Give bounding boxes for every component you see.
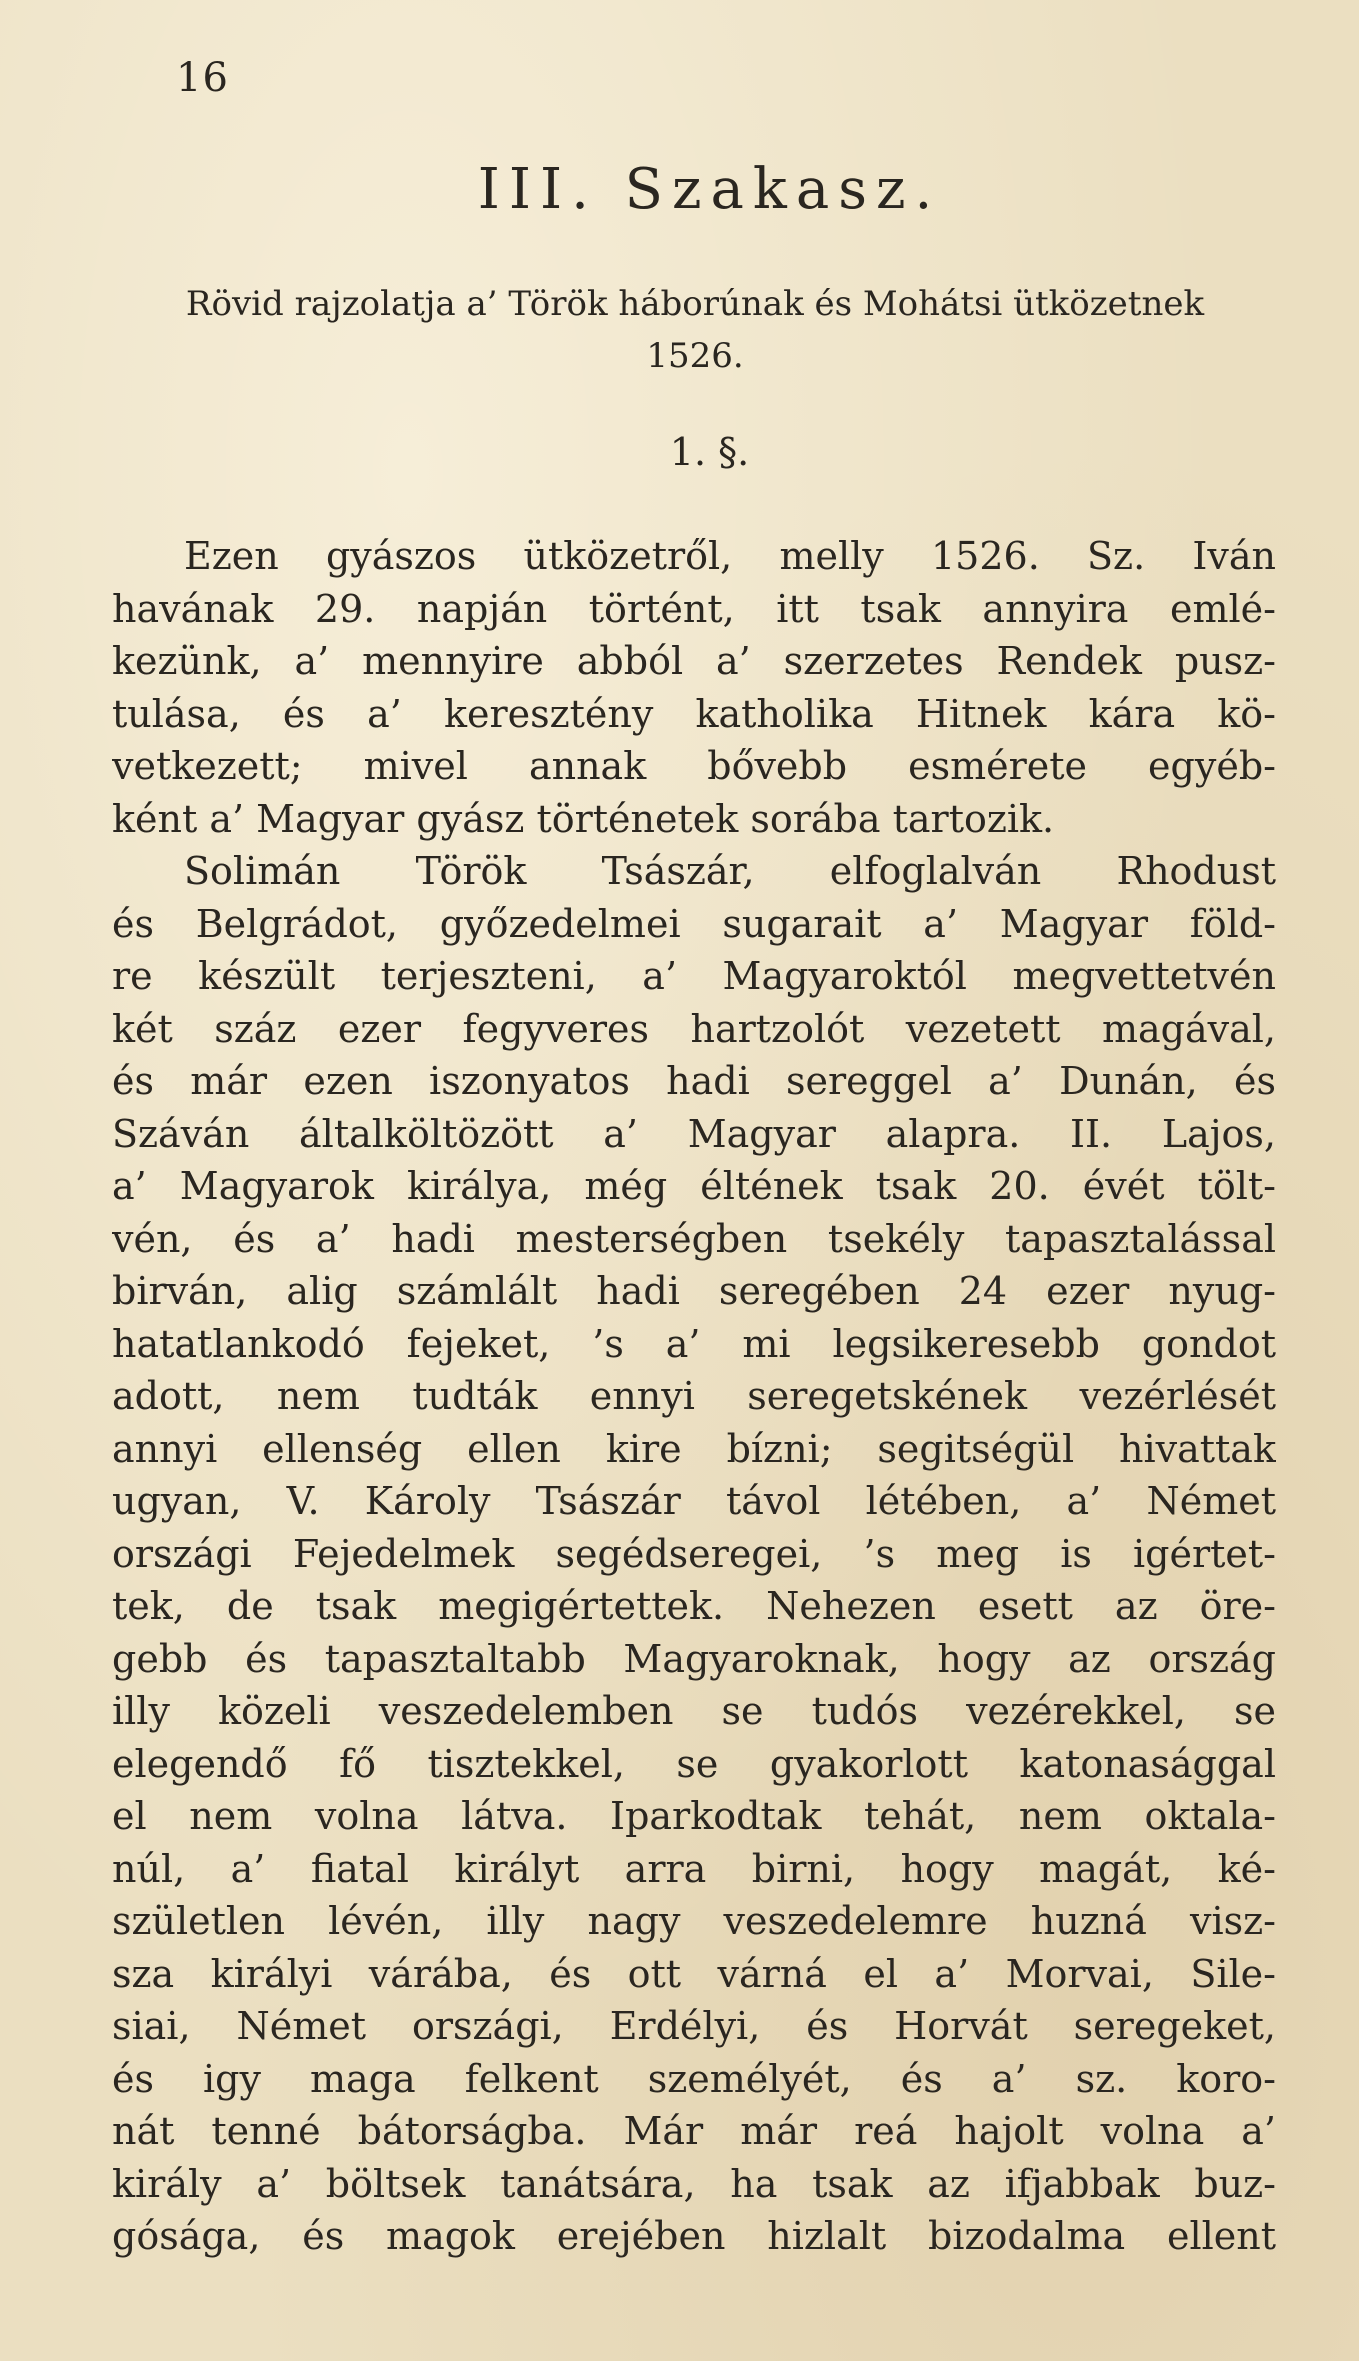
text-line: ugyan, V. Károly Tsászár távol létében, a’ Német (112, 1479, 1276, 1523)
text-line: két száz ezer fegyveres hartzolót vezetett magával, (112, 1006, 1276, 1051)
text-line: kezünk, a’ mennyire abból a’ szerzetes Rendek pusz- (112, 639, 1276, 683)
subtitle-line: Rövid rajzolatja a’ Török háborúnak és Mohátsi ütközetnek (185, 284, 1205, 324)
chapter-subtitle (120, 278, 1270, 382)
text-line: illy közeli veszedelemben se tudós vezérekkel, se (112, 1689, 1276, 1733)
text-line: országi Fejedelmek segédseregei, ’s meg is igértet- (112, 1531, 1276, 1576)
text-line: birván, alig számlált hadi seregében 24 ezer nyug- (112, 1269, 1276, 1313)
text-line: vén, és a’ hadi mesterségben tsekély tapasztalással (112, 1216, 1276, 1261)
text-line: re készült terjeszteni, a’ Magyaroktól megvettetvén (112, 954, 1276, 998)
text-line: gósága, és magok erejében hizlalt bizodalma ellent (112, 2214, 1276, 2258)
paragraph-section-mark: 1. §. (669, 430, 750, 474)
section-title: III. Szakasz. (477, 157, 942, 222)
text-line: és igy maga felkent személyét, és a’ sz. koro- (112, 2056, 1276, 2101)
text-line: el nem volna látva. Iparkodtak tehát, nem oktala- (112, 1794, 1276, 1838)
text-line: tulása, és a’ keresztény katholika Hitnek kára kö- (112, 691, 1276, 736)
text-line: a’ Magyarok királya, még éltének tsak 20. évét tölt- (112, 1164, 1276, 1208)
text-line: születlen lévén, illy nagy veszedelemre huzná visz- (112, 1899, 1276, 1943)
text-line: vetkezett; mivel annak bővebb esmérete egyéb- (112, 744, 1276, 788)
text-line: elegendő fő tisztekkel, se gyakorlott katonasággal (112, 1741, 1276, 1786)
text-line: Solimán Török Tsászár, elfoglalván Rhodust (184, 849, 1276, 893)
text-line: Száván általköltözött a’ Magyar alapra. II. Lajos, (112, 1111, 1276, 1156)
subtitle-line: 1526. (646, 336, 744, 376)
text-line: király a’ böltsek tanátsára, ha tsak az ifjabbak buz- (112, 2161, 1276, 2206)
page-number: 16 (176, 55, 229, 101)
text-line: nát tenné bátorságba. Már már reá hajolt volna a’ (112, 2109, 1276, 2153)
text-line: tek, de tsak megigértettek. Nehezen esett az öre- (112, 1584, 1276, 1628)
text-line: gebb és tapasztaltabb Magyaroknak, hogy az ország (112, 1636, 1276, 1681)
text-line: ként a’ Magyar gyász történetek sorába tartozik. (112, 796, 1055, 841)
text-line: annyi ellenség ellen kire bízni; segitségül hivattak (112, 1426, 1276, 1471)
text-line: és Belgrádot, győzedelmei sugarait a’ Magyar föld- (112, 901, 1276, 946)
text-line: núl, a’ fiatal királyt arra birni, hogy magát, ké- (112, 1846, 1276, 1891)
text-line: adott, nem tudták ennyi seregetskének vezérlését (112, 1374, 1276, 1418)
text-line: sza királyi várába, és ott várná el a’ Morvai, Sile- (112, 1951, 1276, 1996)
text-line: siai, Német országi, Erdélyi, és Horvát seregeket, (112, 2004, 1276, 2048)
text-line: havának 29. napján történt, itt tsak annyira emlé- (112, 586, 1276, 631)
text-line: hatatlankodó fejeket, ’s a’ mi legsikeresebb gondot (112, 1321, 1276, 1366)
text-line: és már ezen iszonyatos hadi sereggel a’ Dunán, és (112, 1059, 1276, 1103)
text-line: Ezen gyászos ütközetről, melly 1526. Sz. Iván (184, 534, 1276, 578)
body-text (112, 530, 1276, 2263)
